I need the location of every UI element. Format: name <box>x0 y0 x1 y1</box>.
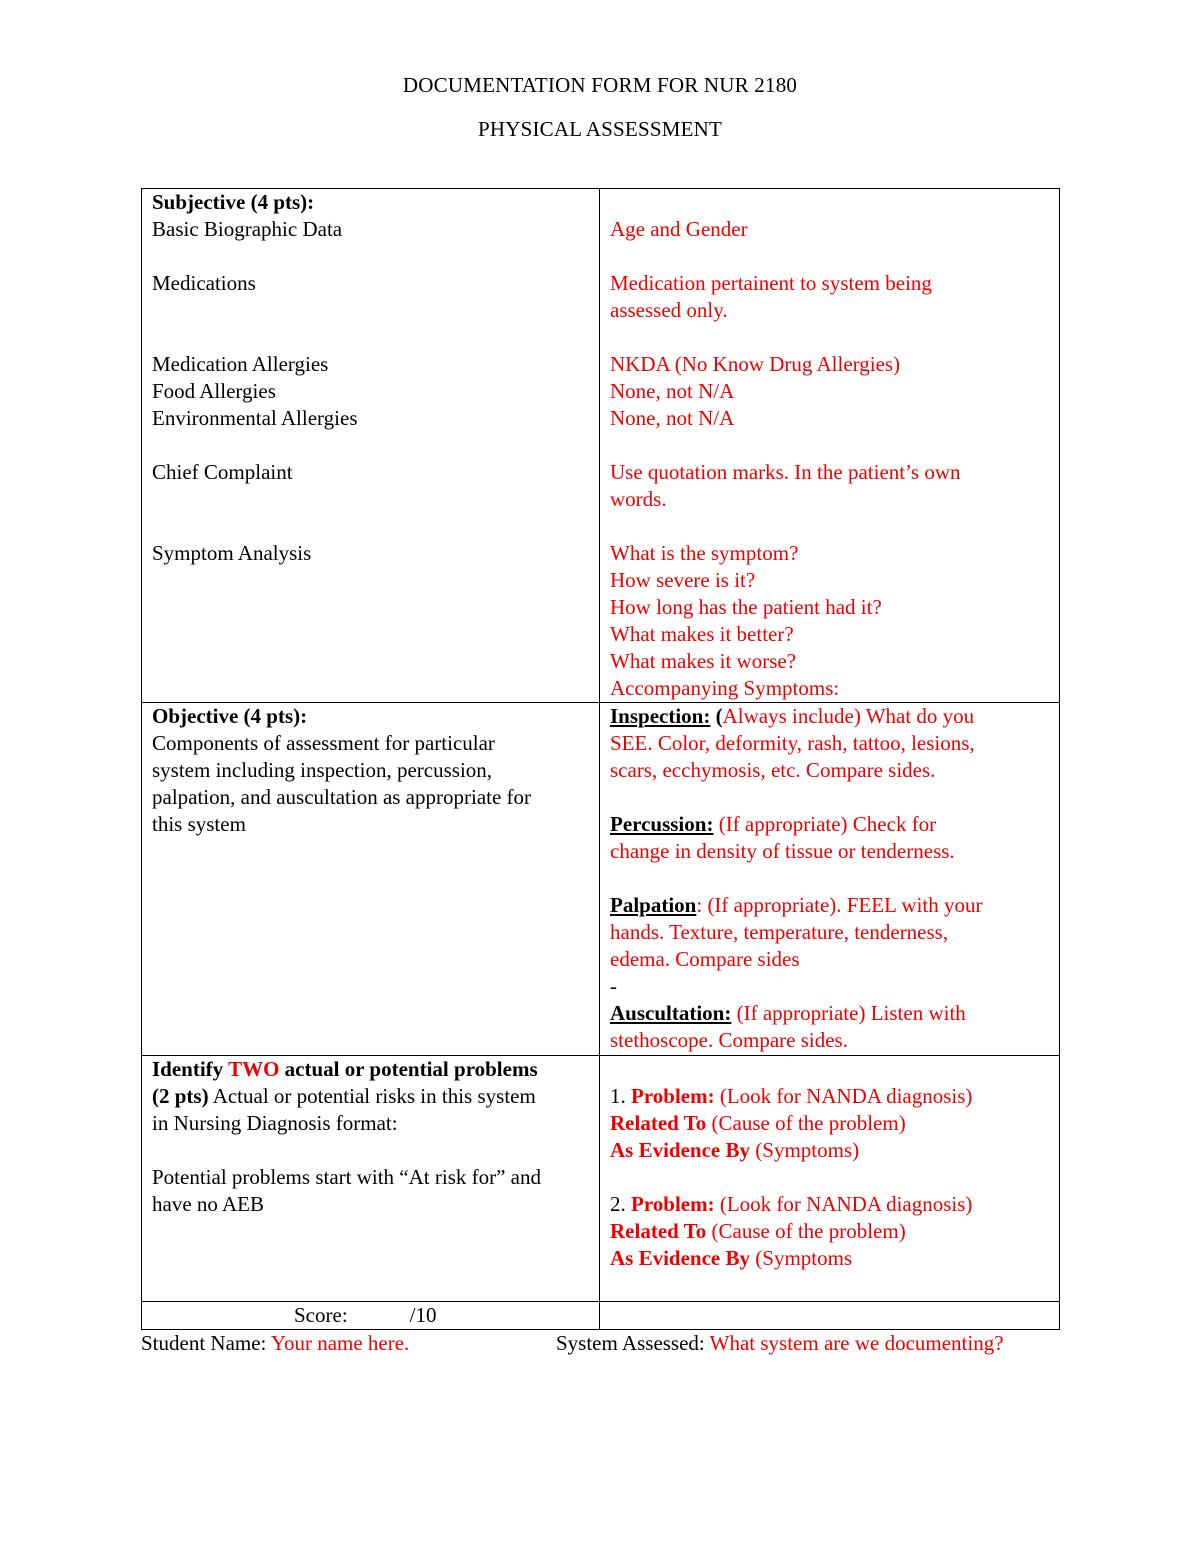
evidence-2-label: As Evidence By <box>610 1246 751 1270</box>
inspection-line2: SEE. Color, deformity, rash, tattoo, lesions, <box>610 731 975 755</box>
problems-heading-two: TWO <box>228 1057 280 1081</box>
medications-label: Medications <box>152 271 256 295</box>
problem-1-line: 1. Problem: (Look for NANDA diagnosis) <box>610 1084 973 1108</box>
chief-complaint-guidance-line1: Use quotation marks. In the patient’s own <box>610 460 961 484</box>
med-allergies-label: Medication Allergies <box>152 352 329 376</box>
palpation-text: : (If appropriate). FEEL with your <box>696 893 983 917</box>
score-row <box>142 1302 1060 1330</box>
auscultation-text: (If appropriate) Listen with <box>736 1001 966 1025</box>
student-name <box>141 1331 409 1356</box>
biographic-guidance: Age and Gender <box>610 217 748 241</box>
palpation-label: Palpation <box>610 893 697 917</box>
objective-labels-cell <box>142 703 600 1056</box>
auscultation-line1 <box>610 1000 1051 1027</box>
medications-guidance-line2: assessed only. <box>610 298 728 322</box>
chief-complaint-guidance-line2: words. <box>610 487 667 511</box>
symptom-question: How long has the patient had it? <box>610 595 882 619</box>
inspection-line3: scars, ecchymosis, etc. Compare sides. <box>610 758 936 782</box>
student-name-value[interactable]: Your name here. <box>270 1331 410 1355</box>
related-1-line: Related To (Cause of the problem) <box>610 1111 906 1135</box>
problems-row <box>142 1056 1060 1302</box>
objective-guidance-cell <box>600 703 1060 1056</box>
subjective-guidance-cell <box>600 189 1060 703</box>
medications-guidance-line1: Medication pertainent to system being <box>610 271 932 295</box>
env-allergies-guidance: None, not N/A <box>610 406 735 430</box>
percussion-line2: change in density of tissue or tenderness. <box>610 839 955 863</box>
objective-row <box>142 703 1060 1056</box>
related-2-line: Related To (Cause of the problem) <box>610 1219 906 1243</box>
env-allergies-label: Environmental Allergies <box>152 406 358 430</box>
problems-note-line2: have no AEB <box>152 1192 264 1216</box>
objective-description-line: Components of assessment for particular <box>152 731 495 755</box>
problems-desc-line1: (2 pts) Actual or potential risks in this system <box>152 1084 536 1108</box>
inspection-paren: ( <box>715 704 723 728</box>
symptom-analysis-label: Symptom Analysis <box>152 541 312 565</box>
chief-complaint-label: Chief Complaint <box>152 460 293 484</box>
biographic-label: Basic Biographic Data <box>152 217 343 241</box>
percussion-text: (If appropriate) Check for <box>718 812 937 836</box>
related-1-label: Related To <box>610 1111 707 1135</box>
evidence-1-line: As Evidence By (Symptoms) <box>610 1138 860 1162</box>
problem-1-label: Problem: <box>631 1084 715 1108</box>
objective-description-line: system including inspection, percussion, <box>152 758 493 782</box>
inspection-line1 <box>610 703 1051 730</box>
problems-pts: (2 pts) <box>152 1084 209 1108</box>
problems-note-line1: Potential problems start with “At risk for” and <box>152 1165 542 1189</box>
problems-labels-cell <box>142 1056 600 1302</box>
med-allergies-guidance: NKDA (No Know Drug Allergies) <box>610 352 901 376</box>
score-cell <box>142 1302 600 1330</box>
system-assessed <box>556 1331 1004 1356</box>
auscultation-label: Auscultation: <box>610 1001 732 1025</box>
objective-description-line: palpation, and auscultation as appropriate for <box>152 785 532 809</box>
score-empty-cell <box>600 1302 1060 1330</box>
auscultation-line2: stethoscope. Compare sides. <box>610 1028 848 1052</box>
evidence-2-line: As Evidence By (Symptoms <box>610 1246 853 1270</box>
food-allergies-guidance: None, not N/A <box>610 379 735 403</box>
symptom-question: What makes it better? <box>610 622 794 646</box>
subjective-row <box>142 189 1060 703</box>
subjective-heading: Subjective (4 pts): <box>152 190 315 214</box>
student-name-label: Student Name: <box>141 1331 267 1355</box>
problem-2-label: Problem: <box>631 1192 715 1216</box>
percussion-line1 <box>610 811 1051 838</box>
symptom-question: What makes it worse? <box>610 649 797 673</box>
problems-heading: Identify TWO actual or potential problems <box>152 1057 538 1081</box>
problems-guidance-cell <box>600 1056 1060 1302</box>
assessment-table <box>141 188 1060 1330</box>
form-subtitle: PHYSICAL ASSESSMENT <box>478 117 722 141</box>
inspection-text: Always include) What do you <box>722 704 975 728</box>
auscultation-dash: - <box>610 974 617 998</box>
inspection-label: Inspection: <box>610 704 711 728</box>
system-assessed-value[interactable]: What system are we documenting? <box>709 1331 1004 1355</box>
objective-heading: Objective (4 pts): <box>152 704 308 728</box>
food-allergies-label: Food Allergies <box>152 379 276 403</box>
system-assessed-label: System Assessed: <box>556 1331 705 1355</box>
problems-desc-line2: in Nursing Diagnosis format: <box>152 1111 398 1135</box>
evidence-1-label: As Evidence By <box>610 1138 751 1162</box>
palpation-line3: edema. Compare sides <box>610 947 800 971</box>
palpation-line2: hands. Texture, temperature, tenderness, <box>610 920 949 944</box>
symptom-question: How severe is it? <box>610 568 756 592</box>
related-2-label: Related To <box>610 1219 707 1243</box>
symptom-question: Accompanying Symptoms: <box>610 676 840 700</box>
percussion-label: Percussion: <box>610 812 714 836</box>
symptom-question: What is the symptom? <box>610 541 799 565</box>
form-title: DOCUMENTATION FORM FOR NUR 2180 <box>402 73 798 97</box>
objective-description-line: this system <box>152 812 246 836</box>
problem-2-line: 2. Problem: (Look for NANDA diagnosis) <box>610 1192 973 1216</box>
score-text: Score: /10 <box>294 1303 437 1327</box>
subjective-labels-cell <box>142 189 600 703</box>
palpation-line1 <box>610 892 1051 919</box>
